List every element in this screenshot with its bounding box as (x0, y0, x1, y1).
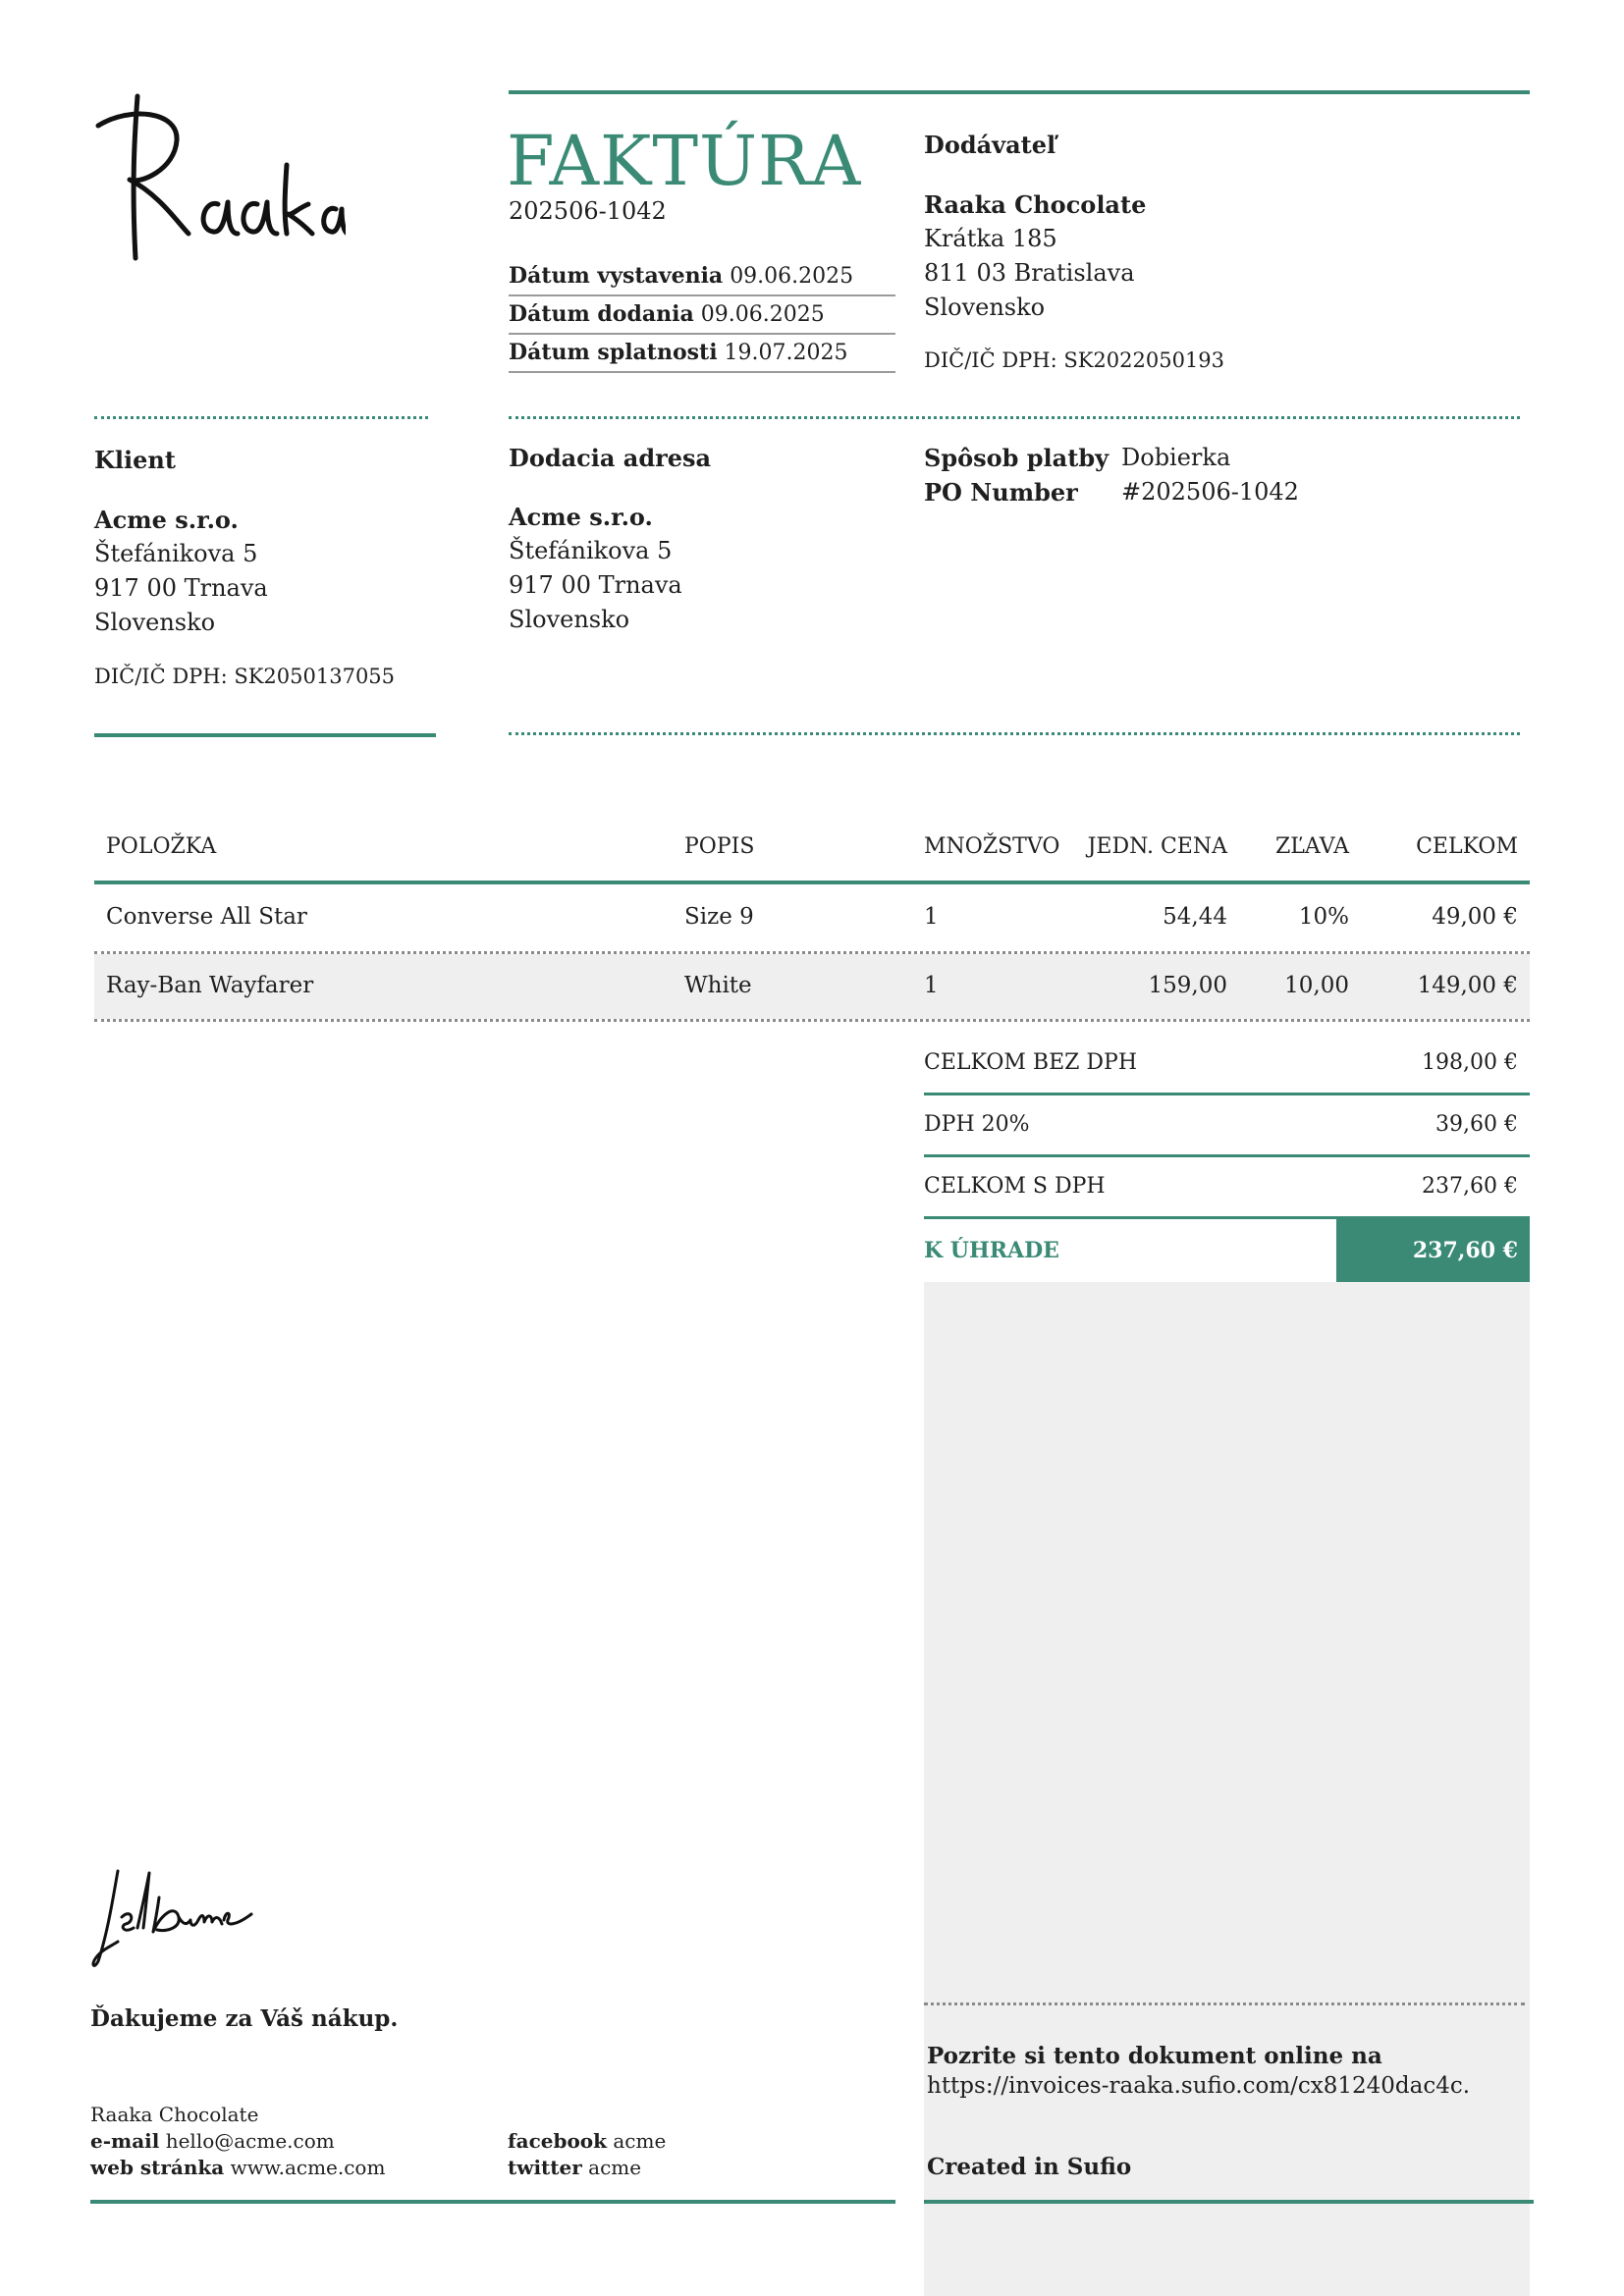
facebook-label: facebook (508, 2129, 607, 2153)
due-date-label: Dátum splatnosti (509, 340, 718, 365)
subtotal-value: 198,00 € (1422, 1050, 1518, 1075)
row-total: 49,00 € (1432, 904, 1518, 930)
company-logo (90, 86, 346, 263)
subtotal-row (924, 1033, 1530, 1095)
delivery-country: Slovensko (509, 606, 630, 633)
signature-image (88, 1863, 255, 1973)
issue-date-label: Dátum vystavenia (509, 263, 724, 289)
supplier-tax-id: DIČ/IČ DPH: SK2022050193 (924, 348, 1225, 372)
row-description: Size 9 (684, 904, 754, 930)
delivery-date-label: Dátum dodania (509, 301, 694, 327)
address-top-divider (509, 416, 1520, 419)
amount-due-row (924, 1219, 1530, 1282)
delivery-city: 917 00 Trnava (509, 571, 682, 599)
invoice-number: 202506-1042 (509, 197, 667, 225)
row-quantity: 1 (924, 904, 939, 930)
amount-due-label: K ÚHRADE (924, 1238, 1059, 1263)
row-item: Ray-Ban Wayfarer (106, 973, 314, 998)
footer-company-name: Raaka Chocolate (90, 2103, 259, 2126)
total-label: CELKOM S DPH (924, 1174, 1106, 1199)
amount-due-box (1336, 1219, 1530, 1282)
client-bottom-rule (94, 733, 436, 737)
thank-you-message: Ďakujeme za Váš nákup. (90, 2005, 399, 2032)
supplier-city: 811 03 Bratislava (924, 259, 1135, 287)
footer-twitter (508, 2155, 641, 2181)
row-quantity: 1 (924, 973, 939, 998)
delivery-street: Štefánikova 5 (509, 537, 673, 564)
row-discount: 10% (1298, 904, 1349, 930)
po-number-value: #202506-1042 (1121, 478, 1299, 506)
supplier-country: Slovensko (924, 294, 1046, 321)
supplier-name: Raaka Chocolate (924, 190, 1147, 219)
payment-method-value: Dobierka (1121, 444, 1231, 471)
online-heading: Pozrite si tento dokument online na (927, 2043, 1382, 2069)
client-city: 917 00 Trnava (94, 574, 268, 602)
row-unit-price: 54,44 (1163, 904, 1227, 930)
footer-facebook (508, 2128, 666, 2155)
row-description: White (684, 973, 752, 998)
delivery-date-value: 09.06.2025 (700, 302, 825, 327)
web-link[interactable]: www.acme.com (230, 2156, 386, 2179)
row-unit-price: 159,00 (1148, 973, 1227, 998)
delivery-name: Acme s.r.o. (509, 503, 653, 531)
row-discount: 10,00 (1284, 973, 1349, 998)
col-header-total: CELKOM (1416, 834, 1518, 859)
vat-label: DPH 20% (924, 1112, 1030, 1137)
client-country: Slovensko (94, 609, 216, 636)
issue-date-row (509, 257, 895, 296)
footer-email (90, 2128, 335, 2155)
row-total: 149,00 € (1417, 973, 1518, 998)
delivery-heading: Dodacia adresa (509, 444, 712, 472)
supplier-street: Krátka 185 (924, 225, 1057, 252)
col-header-quantity: MNOŽSTVO (924, 834, 1060, 859)
online-url-link[interactable]: https://invoices-raaka.sufio.com/cx81240dac4c. (927, 2073, 1471, 2099)
online-divider (924, 2002, 1525, 2005)
footer-right-rule (924, 2200, 1534, 2204)
vat-row (924, 1095, 1530, 1157)
client-street: Štefánikova 5 (94, 540, 258, 567)
col-header-item: POLOŽKA (106, 834, 217, 859)
footer-website (90, 2155, 385, 2181)
subtotal-label: CELKOM BEZ DPH (924, 1050, 1138, 1075)
facebook-link[interactable]: acme (613, 2129, 667, 2153)
created-in-sufio: Created in Sufio (927, 2154, 1132, 2180)
invoice-title: FAKTÚRA (507, 121, 862, 201)
col-header-unit-price: JEDN. CENA (1087, 834, 1227, 859)
client-top-divider (94, 416, 428, 419)
web-label: web stránka (90, 2156, 225, 2179)
total-value: 237,60 € (1422, 1174, 1518, 1199)
payment-method-label: Spôsob platby (924, 444, 1110, 472)
delivery-date-row (509, 295, 895, 335)
total-row (924, 1156, 1530, 1219)
due-date-value: 19.07.2025 (724, 341, 848, 365)
issue-date-value: 09.06.2025 (730, 264, 854, 289)
vat-value: 39,60 € (1435, 1112, 1518, 1137)
col-header-description: POPIS (684, 834, 755, 859)
twitter-label: twitter (508, 2156, 582, 2179)
sidebar-panel (924, 1282, 1530, 2296)
amount-due-value: 237,60 € (1412, 1238, 1518, 1263)
row-divider (94, 1019, 1530, 1022)
address-bottom-divider (509, 732, 1520, 735)
po-number-label: PO Number (924, 478, 1078, 507)
col-header-discount: ZĽAVA (1275, 834, 1349, 859)
twitter-link[interactable]: acme (588, 2156, 642, 2179)
supplier-heading: Dodávateľ (924, 131, 1056, 159)
email-label: e-mail (90, 2129, 160, 2153)
table-header-rule (94, 881, 1530, 884)
due-date-row (509, 334, 895, 373)
client-name: Acme s.r.o. (94, 506, 239, 534)
client-tax-id: DIČ/IČ DPH: SK2050137055 (94, 665, 396, 688)
row-item: Converse All Star (106, 904, 307, 930)
client-heading: Klient (94, 446, 176, 474)
email-link[interactable]: hello@acme.com (165, 2129, 335, 2153)
footer-left-rule (90, 2200, 895, 2204)
header-rule (509, 90, 1530, 94)
